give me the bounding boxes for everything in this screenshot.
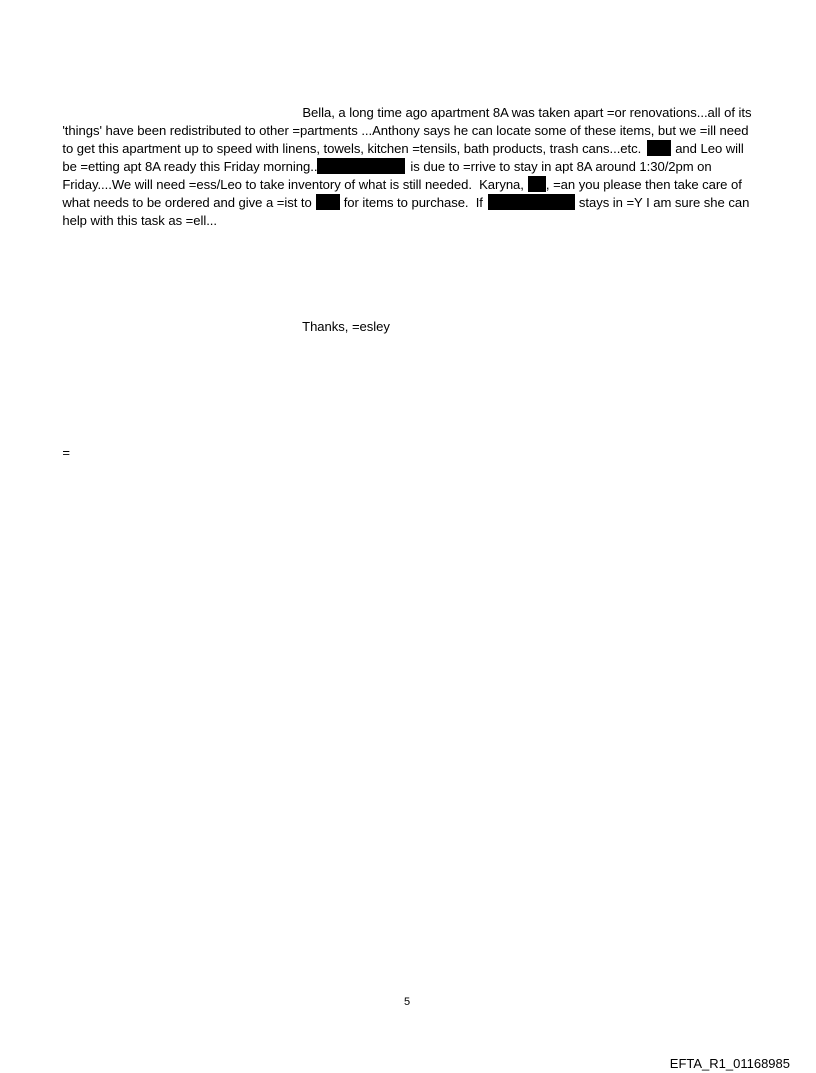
email-text: is due to =rrive to stay in apt 8A around 1:30/2pm on [410, 159, 712, 174]
document-id: EFTA_R1_01168985 [669, 1056, 790, 1071]
email-text: Bella, a long time ago apartment 8A was taken apart =or renovations...all of its [302, 105, 752, 120]
email-text: for items to purchase. If [343, 195, 483, 210]
signoff-text: Thanks, =esley [302, 319, 390, 334]
email-line-7 [48, 194, 217, 248]
email-text: , =an you please then take care of [545, 177, 742, 192]
email-text: to get this apartment up to speed with linens, towels, kitchen =tensils, bath products, trash cans...etc. [62, 141, 642, 156]
email-text: stays in =Y I am sure she can [578, 195, 750, 210]
email-text: 'things' have been redistributed to other =partments ...Anthony says he can locate some of these items, but we =ill need [62, 123, 749, 138]
email-text: and Leo will [675, 141, 744, 156]
email-text: help with this task as =ell... [62, 213, 217, 228]
page-number: 5 [404, 996, 411, 1008]
email-text: be =etting apt 8A ready this Friday morning.. [62, 159, 318, 174]
email-signoff [288, 300, 390, 354]
redaction-box [488, 194, 575, 210]
redaction-box [316, 194, 340, 210]
email-text: what needs to be ordered and give a =ist to [62, 195, 312, 210]
stray-text: = [62, 445, 70, 460]
stray-character [48, 426, 70, 480]
email-text: Friday....We will need =ess/Leo to take inventory of what is still needed. Karyna, [62, 177, 524, 192]
